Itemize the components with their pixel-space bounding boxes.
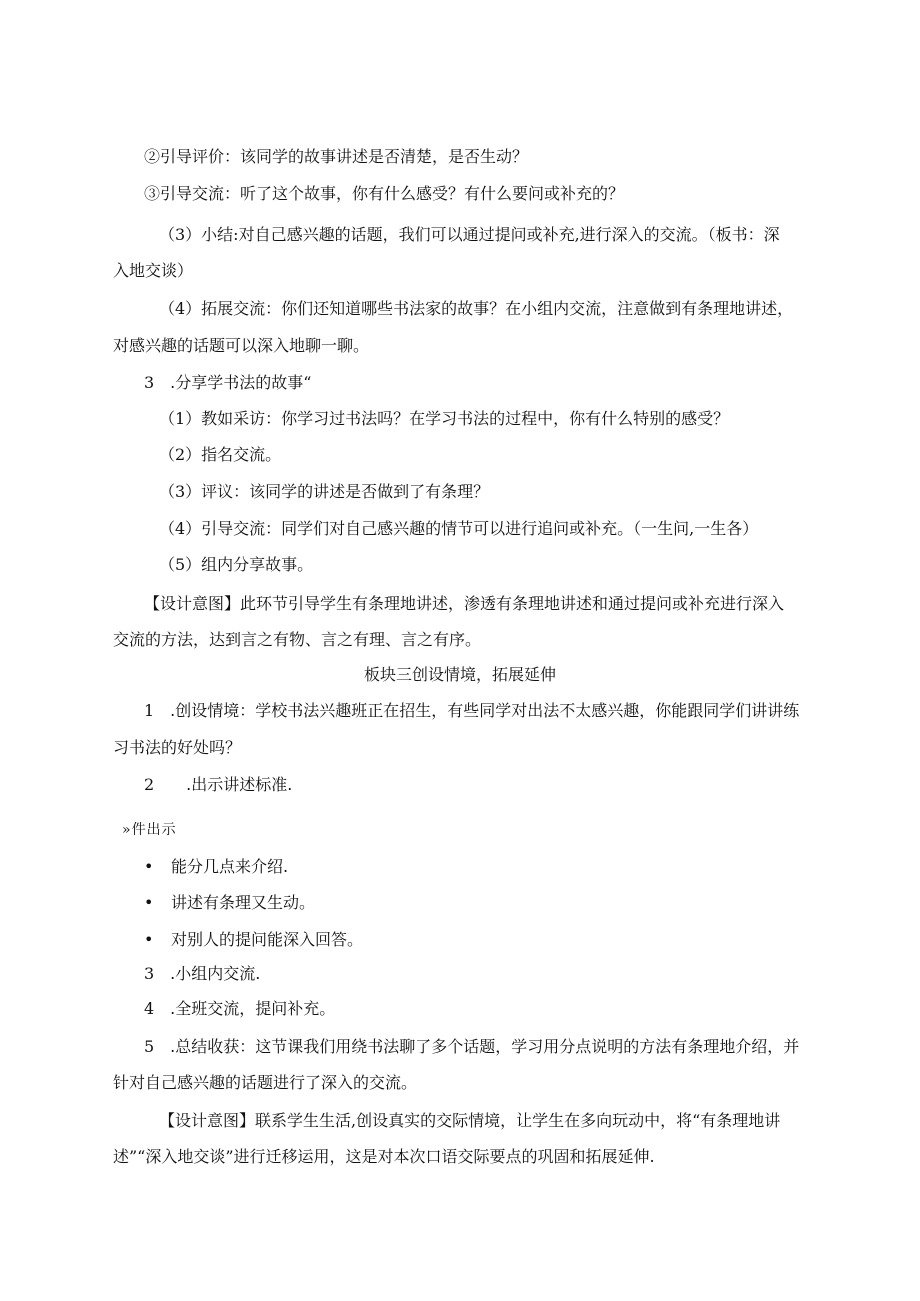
bullet-icon: • — [144, 930, 154, 949]
text-line: （3）小结:对自己感兴趣的话题，我们可以通过提问或补充,进行深入的交流。（板书：深 — [159, 225, 780, 244]
text-line: 习书法的好处吗？ — [113, 738, 242, 757]
text-line: 入地交谈） — [113, 261, 194, 280]
text-line: 1 .创设情境：学校书法兴趣班正在招生，有些同学对出法不太感兴趣，你能跟同学们讲讲练 — [144, 701, 800, 720]
text-line: （3）评议：该同学的讲述是否做到了有条理？ — [159, 482, 490, 501]
design-intent: 【设计意图】此环节引导学生有条理地讲述，渗透有条理地讲述和通过提问或补充进行深入 — [144, 594, 785, 613]
text-line: ②引导评价：该同学的故事讲述是否清楚，是否生动？ — [144, 147, 529, 166]
text-line: 5 .总结收获：这节课我们用绕书法聊了多个话题，学习用分点说明的方法有条理地介绍，并 — [144, 1037, 800, 1056]
text-line: 针对自己感兴趣的话题进行了深入的交流。 — [113, 1073, 418, 1092]
text-line: 对感兴趣的话题可以深入地聊一聊。 — [113, 336, 370, 355]
text-line: （2）指名交流。 — [159, 445, 282, 464]
bullet-item — [144, 859, 288, 875]
text-line: 2 .出示讲述标准. — [144, 775, 293, 794]
text-line: ③引导交流：听了这个故事，你有什么感受？有什么要问或补充的？ — [144, 184, 625, 203]
design-intent: 交流的方法，达到言之有物、言之有理、言之有序。 — [113, 630, 482, 649]
design-intent: 述”“深入地交谈”进行迁移运用，这是对本次口语交际要点的巩固和拓展延伸. — [113, 1147, 655, 1166]
bullet-icon: • — [144, 857, 154, 876]
bullet-text: 能分几点来介绍. — [171, 857, 289, 876]
text-line: 3 .小组内交流. — [144, 964, 261, 983]
block-title: 板块三创设情境，拓展延伸 — [363, 665, 556, 684]
text-line: （4）拓展交流：你们还知道哪些书法家的故事？在小组内交流，注意做到有条理地讲述， — [159, 299, 794, 318]
design-intent: 【设计意图】联系学生生活,创设真实的交际情境，让学生在多向玩动中，将“有条理地讲 — [159, 1111, 781, 1130]
text-line: （5）组内分享故事。 — [159, 555, 314, 574]
bullet-text: 对别人的提问能深入回答。 — [171, 930, 364, 949]
bullet-icon: • — [144, 893, 154, 912]
bullet-text: 讲述有条理又生动。 — [171, 893, 316, 912]
bullet-item — [144, 895, 315, 911]
section-heading: 3 .分享学书法的故事“ — [144, 373, 312, 392]
text-line: 4 .全班交流，提问补充。 — [144, 999, 336, 1018]
slide-label: »件出示 — [122, 822, 177, 838]
text-line: （4）引导交流：同学们对自己感兴趣的情节可以进行追问或补充。（一生问,一生各） — [159, 519, 759, 538]
bullet-item — [144, 932, 363, 948]
text-line: （1）教如采访：你学习过书法吗？在学习书法的过程中，你有什么特别的感受？ — [159, 409, 730, 428]
